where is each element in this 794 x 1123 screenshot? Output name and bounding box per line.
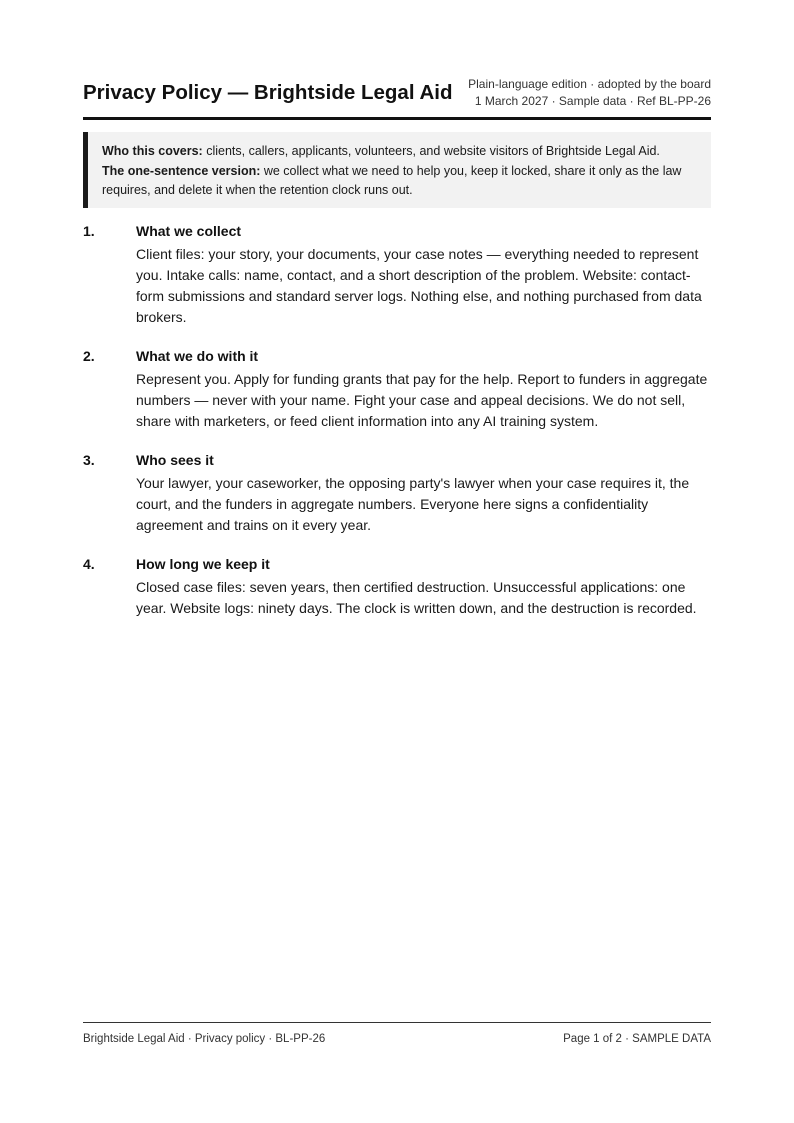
section-text: Closed case files: seven years, then certified destruction. Unsuccessful applications: one year. Website logs: ninety days. The clock is written down, and the destruction is recorded. (136, 579, 697, 616)
summary-covers-label: Who this covers: (102, 144, 203, 158)
section-text: Represent you. Apply for funding grants that pay for the help. Report to funders in aggregate numbers — never with your name. Fight your case and appeal decisions. We do not sell, share with marketers, or feed client information into any AI training system. (136, 371, 708, 429)
footer-doc-info: Brightside Legal Aid · Privacy policy · BL-PP-26 (83, 1033, 326, 1045)
page-title: Privacy Policy — Brightside Legal Aid (83, 81, 453, 104)
section-number: 2. (83, 348, 95, 364)
section-body (136, 554, 711, 619)
summary-covers (102, 142, 697, 162)
section-what-we-collect (83, 221, 711, 328)
summary-callout (83, 132, 711, 208)
section-text: Your lawyer, your caseworker, the opposing party's lawyer when your case requires it, the court, and the funders in aggregate numbers. Everyone here signs a confidentiality agreement and trains on it every year. (136, 475, 690, 533)
policy-sections (83, 221, 711, 637)
summary-covers-text: clients, callers, applicants, volunteers, and website visitors of Brightside Legal Aid. (202, 144, 660, 158)
section-title: What we do with it (136, 348, 259, 364)
section-title: What we collect (136, 223, 242, 239)
section-body (136, 346, 711, 432)
section-title: How long we keep it (136, 556, 270, 572)
header-meta-date-ref: 1 March 2027 · Sample data · Ref BL-PP-26 (474, 93, 711, 108)
section-what-we-do (83, 346, 711, 432)
header-meta-edition: Plain-language edition · adopted by the board (468, 77, 711, 91)
section-text: Client files: your story, your documents, your case notes — everything needed to represent you. Intake calls: name, contact, and a short description of the problem. Website: contact-form submissions and standard server logs. Nothing else, and nothing purchased from data brokers. (136, 246, 702, 325)
summary-one-sentence-text: we collect what we need to help you, keep it locked, share it only as the law requires, and delete it when the retention clock runs out. (102, 163, 682, 197)
section-number: 4. (83, 556, 95, 572)
document-footer (83, 1022, 711, 1045)
document-header (83, 74, 711, 120)
document-page (83, 0, 711, 1123)
section-title: Who sees it (136, 452, 214, 468)
section-number: 3. (83, 452, 95, 468)
header-meta (468, 76, 711, 109)
footer-page-number: Page 1 of 2 · SAMPLE DATA (563, 1033, 711, 1045)
section-body (136, 221, 711, 328)
summary-one-sentence-label: The one-sentence version: (102, 163, 261, 178)
summary-one-sentence (102, 162, 697, 201)
section-who-sees-it (83, 450, 711, 536)
section-body (136, 450, 711, 536)
section-number: 1. (83, 223, 95, 239)
section-retention (83, 554, 711, 619)
